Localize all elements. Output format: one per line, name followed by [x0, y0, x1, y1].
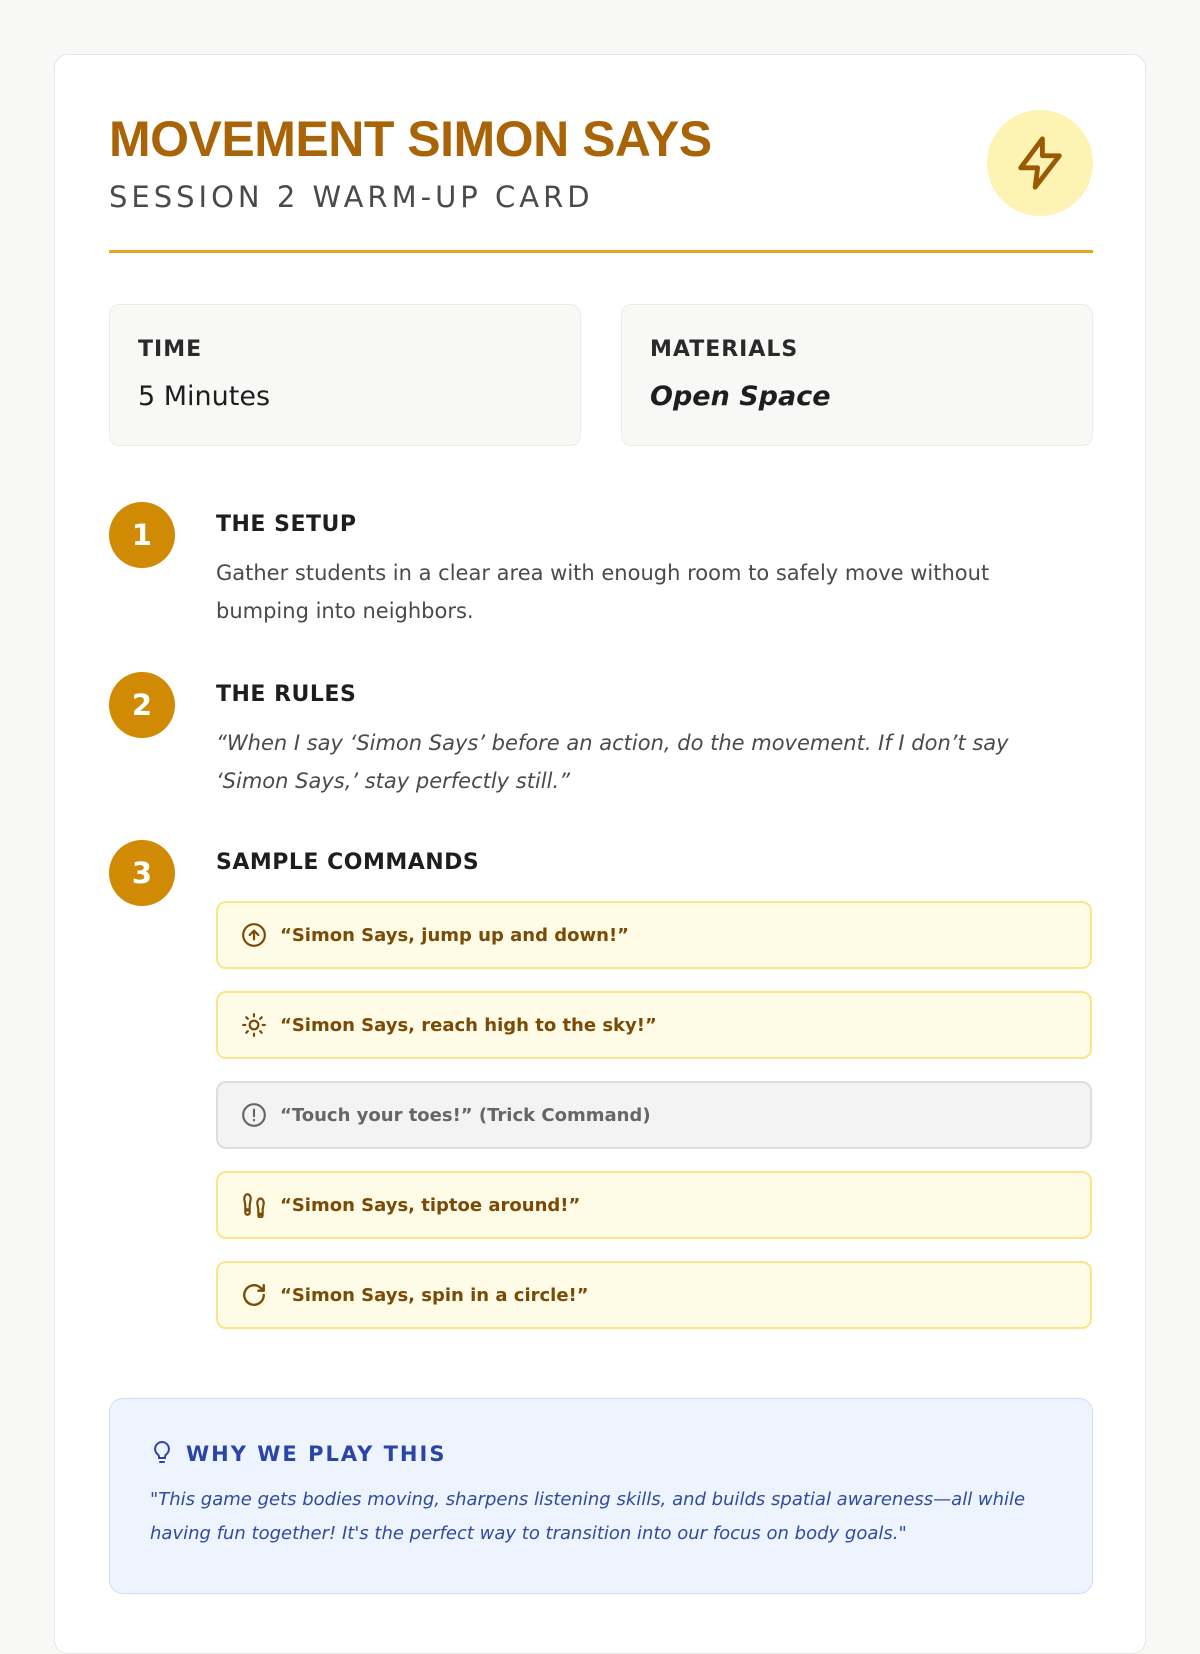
command-item-trick — [216, 1081, 1092, 1149]
lightning-bolt-icon — [987, 110, 1093, 216]
card-header — [109, 110, 1093, 253]
step-text: Gather students in a clear area with enough room to safely move without bumping into neighbors. — [216, 561, 990, 623]
command-text: “Simon Says, reach high to the sky!” — [280, 1014, 657, 1036]
step-title: SAMPLE COMMANDS — [216, 850, 480, 875]
command-text: “Touch your toes!” (Trick Command) — [280, 1104, 651, 1126]
step-title: THE SETUP — [216, 512, 357, 537]
arrow-up-circle-icon — [240, 921, 268, 949]
command-item — [216, 991, 1092, 1059]
time-value: 5 Minutes — [138, 381, 271, 412]
card-subtitle: SESSION 2 WARM-UP CARD — [109, 180, 594, 214]
command-text: “Simon Says, tiptoe around!” — [280, 1194, 581, 1216]
step-number: 1 — [109, 502, 175, 568]
step-text: “When I say ‘Simon Says’ before an action, do the movement. If I don’t say ‘Simon Says,’ stay perfectly still.” — [216, 731, 1009, 793]
alert-circle-icon — [240, 1101, 268, 1129]
sun-icon — [240, 1011, 268, 1039]
materials-value: Open Space — [650, 381, 831, 412]
why-text: "This game gets bodies moving, sharpens listening skills, and builds spatial awareness—all while having fun together! It's the perfect way to transition into our focus on body goals." — [150, 1489, 1026, 1544]
command-item — [216, 901, 1092, 969]
step-title: THE RULES — [216, 682, 357, 707]
command-text: “Simon Says, jump up and down!” — [280, 924, 629, 946]
why-header — [150, 1439, 446, 1469]
rotate-icon — [240, 1281, 268, 1309]
step-number: 3 — [109, 840, 175, 906]
card-title: MOVEMENT SIMON SAYS — [109, 111, 712, 167]
time-label: TIME — [138, 337, 203, 362]
time-box — [109, 304, 581, 446]
materials-label: MATERIALS — [650, 337, 799, 362]
command-text: “Simon Says, spin in a circle!” — [280, 1284, 589, 1306]
step-number: 2 — [109, 672, 175, 738]
footprints-icon — [240, 1191, 268, 1219]
why-title: WHY WE PLAY THIS — [186, 1442, 447, 1466]
command-item — [216, 1261, 1092, 1329]
materials-box — [621, 304, 1093, 446]
command-item — [216, 1171, 1092, 1239]
why-we-play-box — [109, 1398, 1093, 1594]
lightbulb-icon — [150, 1439, 174, 1469]
